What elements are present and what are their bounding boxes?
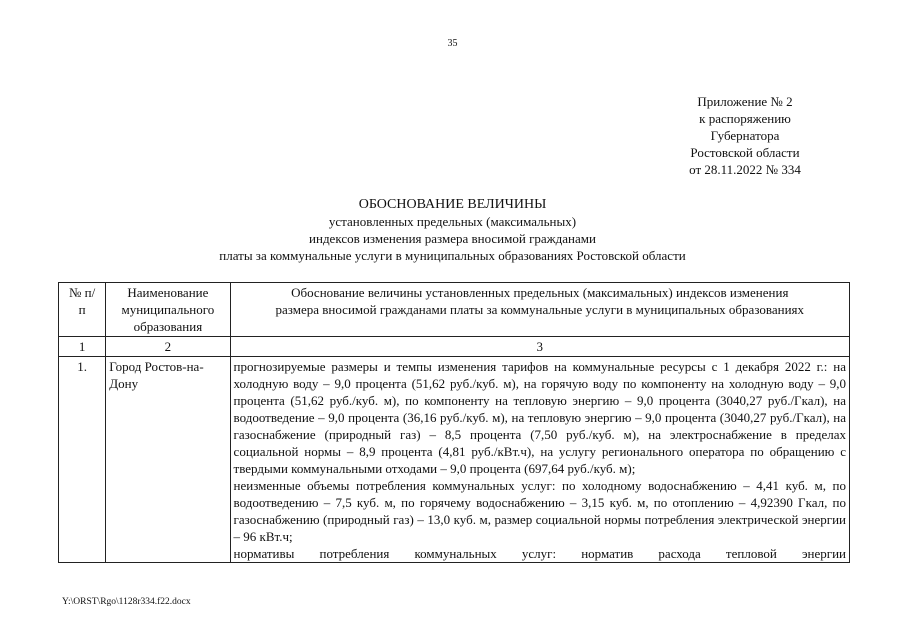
table-row [59,357,850,563]
justification-paragraph: прогнозируемые размеры и темпы изменения тарифов на коммунальные ресурсы с 1 декабря 2022 г.: на холодную воду – 9,0 процента (51,62 руб./куб. м), на горячую воду по компоненту на холодную воду – 9,0 процента (51,62 руб./куб. м), по компоненту на тепловую энергию – 9,0 процента (3040,27 руб./Гкал), на водоотведение – 9,0 процента (36,16 руб./куб. м), на тепловую энергию – 9,0 процента (3040,27 руб./Гкал), на газоснабжение (природный газ) – 8,5 процента (7,50 руб./куб. м), на электроснабжение в пределах социальной нормы – 8,9 процента (4,81 руб./кВт.ч), на услугу регионального оператора по обращению с твердыми коммунальными отходами – 9,0 процента (697,64 руб./куб. м); [233,359,846,476]
header-municipality-label: Наименование муниципального образования [121,285,215,334]
appendix-line: к распоряжению [699,111,791,126]
appendix-line: Приложение № 2 [697,94,793,109]
file-path-footer: Y:\ORST\Rgo\1128r334.f22.docx [62,597,191,607]
justification-paragraph: нормативы потребления коммунальных услуг: норматив расхода тепловой энергии [233,546,846,561]
title-main: ОБОСНОВАНИЕ ВЕЛИЧИНЫ [358,197,547,212]
header-municipality [106,283,230,337]
row-number: 1. [59,357,106,563]
column-number: 3 [230,337,849,357]
appendix-line: Ростовской области [690,145,800,160]
column-number: 1 [59,337,106,357]
title-subtitle: установленных предельных (максимальных) [328,214,577,229]
title-subtitle: индексов изменения размера вносимой гражданами [309,231,596,246]
header-number [59,283,106,337]
table-header-row [59,283,850,337]
page-number: 35 [447,38,458,49]
justification-table [58,282,850,563]
row-municipality: Город Ростов-на-Дону [106,357,230,563]
header-number-label: № п/п [69,285,96,317]
appendix-line: Губернатора [710,128,780,143]
document-title [100,196,805,264]
justification-paragraph: неизменные объемы потребления коммунальных услуг: по холодному водоснабжению – 4,41 куб. м, по водоотведению – 7,5 куб. м, по горячему водоснабжению – 3,15 куб. м, по отоплению – 4,92390 Гкал, по газоснабжению (природный газ) – 13,0 куб. м, размер социальной нормы потребления электрической энергии – 96 кВт.ч; [233,478,846,544]
column-number: 2 [106,337,230,357]
title-subtitle: платы за коммунальные услуги в муниципальных образованиях Ростовской области [219,248,686,263]
row-justification [230,357,849,563]
header-justification [230,283,849,337]
appendix-line: от 28.11.2022 № 334 [689,162,801,177]
header-justification-label: Обоснование величины установленных предельных (максимальных) индексов изменения размера вносимой гражданами платы за коммунальные услуги в муниципальных образованиях [275,285,805,317]
column-number-row [59,337,850,357]
appendix-reference [640,93,850,178]
